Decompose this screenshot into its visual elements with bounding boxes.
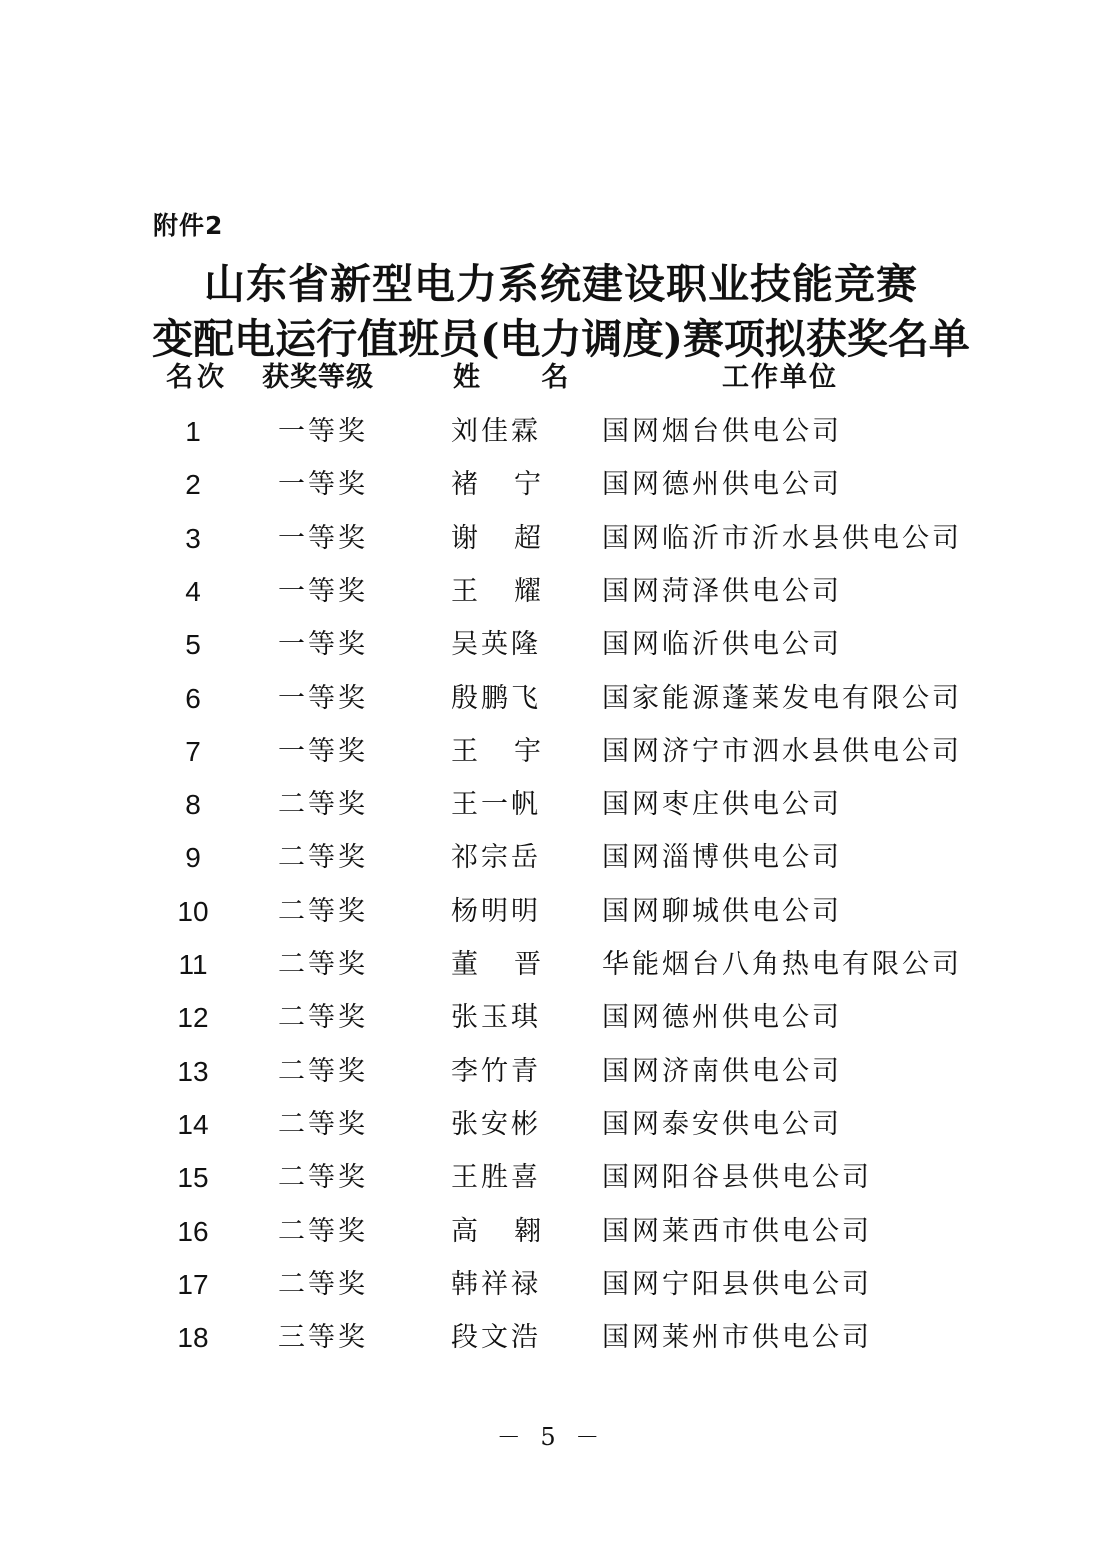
name-cell: 王耀 <box>451 576 577 607</box>
table-header <box>0 358 1102 398</box>
work-unit-cell: 国网济南供电公司 <box>602 1056 842 1087</box>
table-row <box>0 465 1102 505</box>
work-unit-cell: 国网泰安供电公司 <box>602 1109 842 1140</box>
rank-cell: 3 <box>185 523 201 554</box>
work-unit-cell: 华能烟台八角热电有限公司 <box>602 949 962 980</box>
name-cell: 段文浩 <box>451 1322 541 1353</box>
table-row <box>0 785 1102 825</box>
table-row <box>0 1265 1102 1305</box>
name-cell: 王宇 <box>451 736 577 767</box>
rank-cell: 2 <box>185 469 201 500</box>
award-level-cell: 一等奖 <box>278 416 368 447</box>
table-row <box>0 412 1102 452</box>
attachment-label: 附件2 <box>153 211 224 240</box>
rank-cell: 12 <box>177 1002 209 1033</box>
rank-cell: 6 <box>185 683 201 714</box>
work-unit-cell: 国网临沂市沂水县供电公司 <box>602 523 962 554</box>
rank-cell: 16 <box>177 1216 209 1247</box>
name-cell: 谢超 <box>451 523 577 554</box>
column-header-name: 姓 名 <box>453 362 595 393</box>
rank-cell: 14 <box>177 1109 209 1140</box>
table-row <box>0 998 1102 1038</box>
table-row <box>0 838 1102 878</box>
work-unit-cell: 国家能源蓬莱发电有限公司 <box>602 683 962 714</box>
award-level-cell: 一等奖 <box>278 469 368 500</box>
rank-cell: 18 <box>177 1322 209 1353</box>
award-level-cell: 二等奖 <box>278 1002 368 1033</box>
award-level-cell: 二等奖 <box>278 1109 368 1140</box>
table-row <box>0 732 1102 772</box>
name-cell: 殷鹏飞 <box>451 683 541 714</box>
table-row <box>0 1158 1102 1198</box>
name-cell: 褚宁 <box>451 469 577 500</box>
work-unit-cell: 国网聊城供电公司 <box>602 896 842 927</box>
name-cell: 王一帆 <box>451 789 541 820</box>
name-cell: 高翱 <box>451 1216 577 1247</box>
rank-cell: 13 <box>177 1056 209 1087</box>
award-level-cell: 一等奖 <box>278 523 368 554</box>
table-row <box>0 679 1102 719</box>
table-row <box>0 892 1102 932</box>
document-title-line-2: 变配电运行值班员(电力调度)赛项拟获奖名单 <box>152 315 970 363</box>
work-unit-cell: 国网宁阳县供电公司 <box>602 1269 872 1300</box>
award-level-cell: 一等奖 <box>278 736 368 767</box>
work-unit-cell: 国网阳谷县供电公司 <box>602 1162 872 1193</box>
award-level-cell: 二等奖 <box>278 1216 368 1247</box>
name-cell: 李竹青 <box>451 1056 541 1087</box>
award-level-cell: 三等奖 <box>278 1322 368 1353</box>
name-cell: 董晋 <box>451 949 577 980</box>
column-header-work-unit: 工作单位 <box>722 362 838 393</box>
work-unit-cell: 国网淄博供电公司 <box>602 842 842 873</box>
award-level-cell: 一等奖 <box>278 683 368 714</box>
name-cell: 王胜喜 <box>451 1162 541 1193</box>
rank-cell: 7 <box>185 736 201 767</box>
award-level-cell: 一等奖 <box>278 576 368 607</box>
rank-cell: 10 <box>177 896 209 927</box>
award-level-cell: 二等奖 <box>278 789 368 820</box>
award-level-cell: 二等奖 <box>278 1269 368 1300</box>
table-row <box>0 1318 1102 1358</box>
award-level-cell: 二等奖 <box>278 1056 368 1087</box>
work-unit-cell: 国网济宁市泗水县供电公司 <box>602 736 962 767</box>
rank-cell: 17 <box>177 1269 209 1300</box>
name-cell: 韩祥禄 <box>451 1269 541 1300</box>
name-cell: 杨明明 <box>451 896 541 927</box>
page-number: － 5 － <box>496 1423 606 1451</box>
name-cell: 吴英隆 <box>451 629 541 660</box>
work-unit-cell: 国网莱州市供电公司 <box>602 1322 872 1353</box>
award-level-cell: 二等奖 <box>278 1162 368 1193</box>
table-row <box>0 1212 1102 1252</box>
work-unit-cell: 国网德州供电公司 <box>602 469 842 500</box>
rank-cell: 8 <box>185 789 201 820</box>
table-row <box>0 572 1102 612</box>
column-header-rank: 名次 <box>166 362 228 393</box>
rank-cell: 1 <box>185 416 201 447</box>
award-level-cell: 一等奖 <box>278 629 368 660</box>
rank-cell: 4 <box>185 576 201 607</box>
table-row <box>0 945 1102 985</box>
name-cell: 祁宗岳 <box>451 842 541 873</box>
work-unit-cell: 国网莱西市供电公司 <box>602 1216 872 1247</box>
rank-cell: 15 <box>177 1162 209 1193</box>
rank-cell: 9 <box>185 842 201 873</box>
rank-cell: 5 <box>185 629 201 660</box>
award-level-cell: 二等奖 <box>278 842 368 873</box>
table-row <box>0 625 1102 665</box>
award-level-cell: 二等奖 <box>278 949 368 980</box>
rank-cell: 11 <box>178 949 208 980</box>
table-row <box>0 1052 1102 1092</box>
work-unit-cell: 国网临沂供电公司 <box>602 629 842 660</box>
column-header-award-level: 获奖等级 <box>262 362 374 393</box>
document-title-line-1: 山东省新型电力系统建设职业技能竞赛 <box>204 260 918 308</box>
table-row <box>0 519 1102 559</box>
name-cell: 刘佳霖 <box>451 416 541 447</box>
work-unit-cell: 国网德州供电公司 <box>602 1002 842 1033</box>
name-cell: 张玉琪 <box>451 1002 541 1033</box>
award-level-cell: 二等奖 <box>278 896 368 927</box>
work-unit-cell: 国网烟台供电公司 <box>602 416 842 447</box>
name-cell: 张安彬 <box>451 1109 541 1140</box>
work-unit-cell: 国网菏泽供电公司 <box>602 576 842 607</box>
work-unit-cell: 国网枣庄供电公司 <box>602 789 842 820</box>
table-row <box>0 1105 1102 1145</box>
